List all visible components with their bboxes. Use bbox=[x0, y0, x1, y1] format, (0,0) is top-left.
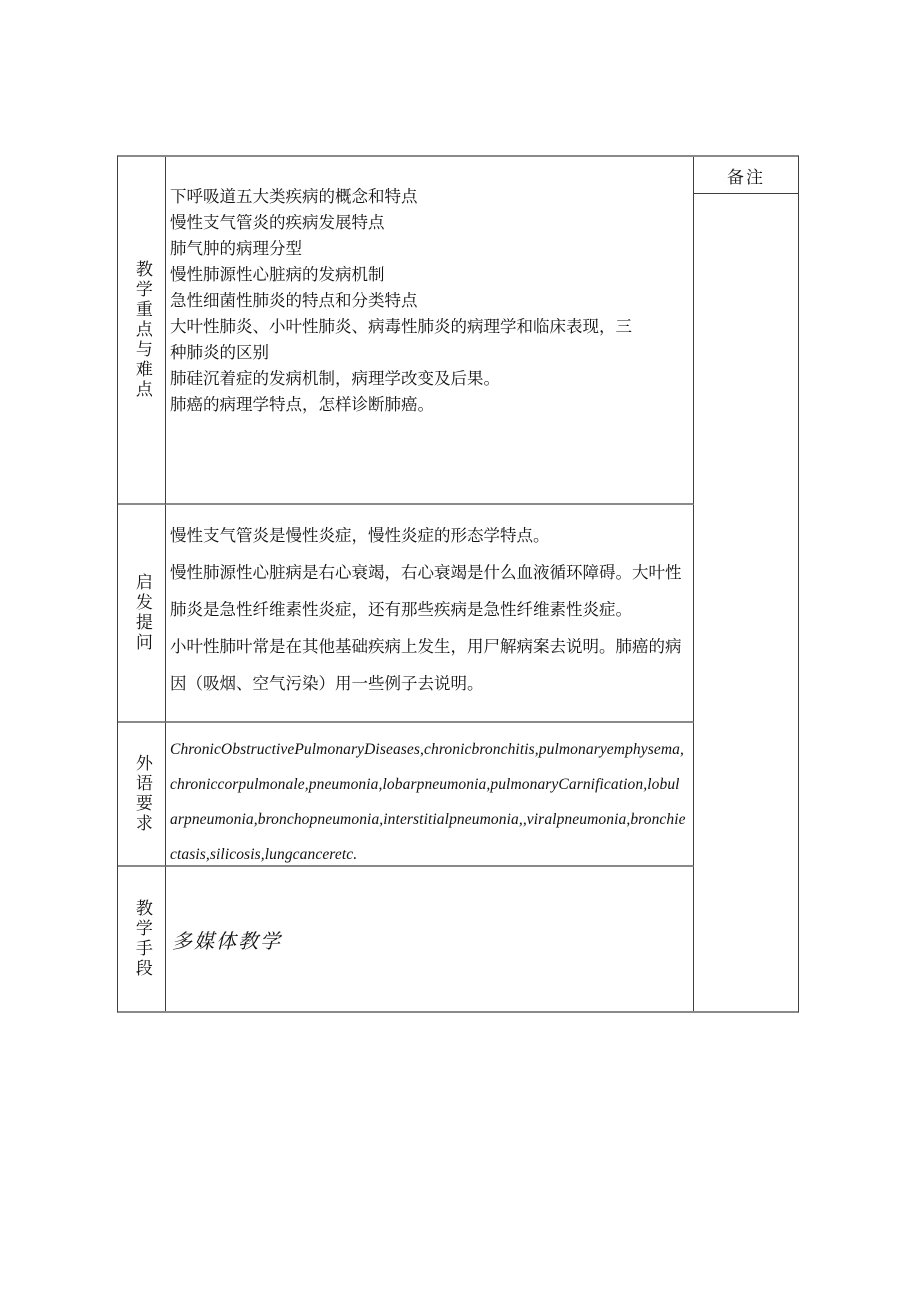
text-line: 小叶性肺叶常是在其他基础疾病上发生，用尸解病案去说明。肺癌的病 bbox=[170, 637, 682, 656]
row-label-teaching-methods-text: 教学手段 bbox=[132, 899, 152, 979]
text-line: 大叶性肺炎、小叶性肺炎、病毒性肺炎的病理学和临床表现，三 bbox=[170, 317, 632, 336]
remarks-body-cell bbox=[694, 194, 798, 1011]
text-line: 慢性肺源性心脏病的发病机制 bbox=[170, 265, 385, 284]
row-content-teaching-methods bbox=[166, 867, 694, 1011]
text-line: 肺硅沉着症的发病机制，病理学改变及后果。 bbox=[170, 369, 500, 388]
row-content-foreign-language bbox=[166, 723, 694, 867]
text-line: 慢性肺源性心脏病是右心衰竭，右心衰竭是什么血液循环障碍。大叶性 bbox=[170, 563, 682, 582]
text-line: 急性细菌性肺炎的特点和分类特点 bbox=[170, 291, 418, 310]
text-line: 肺癌的病理学特点，怎样诊断肺癌。 bbox=[170, 395, 434, 414]
row-label-key-points-text: 教学重点与难点 bbox=[132, 260, 152, 400]
row-label-key-points bbox=[118, 157, 166, 505]
text-line: 肺气肿的病理分型 bbox=[170, 239, 302, 258]
row-label-inspiring-questions bbox=[118, 505, 166, 723]
row-content-key-points bbox=[166, 157, 694, 505]
remarks-header-label: 备注 bbox=[727, 167, 765, 187]
text-line: 慢性支气管炎的疾病发展特点 bbox=[170, 213, 385, 232]
text-line: 下呼吸道五大类疾病的概念和特点 bbox=[170, 187, 418, 206]
teaching-plan-table bbox=[117, 155, 799, 1013]
text-line: 肺炎是急性纤维素性炎症，还有那些疾病是急性纤维素性炎症。 bbox=[170, 600, 632, 619]
text-line: 慢性支气管炎是慢性炎症，慢性炎症的形态学特点。 bbox=[170, 526, 550, 545]
row-label-teaching-methods bbox=[118, 867, 166, 1011]
teaching-methods-text: 多媒体教学 bbox=[172, 930, 282, 953]
remarks-header-cell bbox=[694, 157, 798, 194]
text-line: 因（吸烟、空气污染）用一些例子去说明。 bbox=[170, 674, 484, 693]
row-content-inspiring-questions bbox=[166, 505, 694, 723]
row-label-foreign-language bbox=[118, 723, 166, 867]
row-label-foreign-language-text: 外语要求 bbox=[132, 754, 152, 834]
row-label-inspiring-questions-text: 启发提问 bbox=[132, 573, 152, 653]
foreign-language-terms-text: ChronicObstructivePulmonaryDiseases,chronicbronchitis,pulmonaryemphysema,chroniccorpulmonale,pneumonia,lobarpneumonia,pulmonaryCarnification,lobularpneumonia,bronchopneumonia,interstitialpneumonia,,viralpneumonia,bronchiectasis,silicosis,lungcanceretc. bbox=[170, 741, 686, 863]
text-line: 种肺炎的区别 bbox=[170, 343, 269, 362]
